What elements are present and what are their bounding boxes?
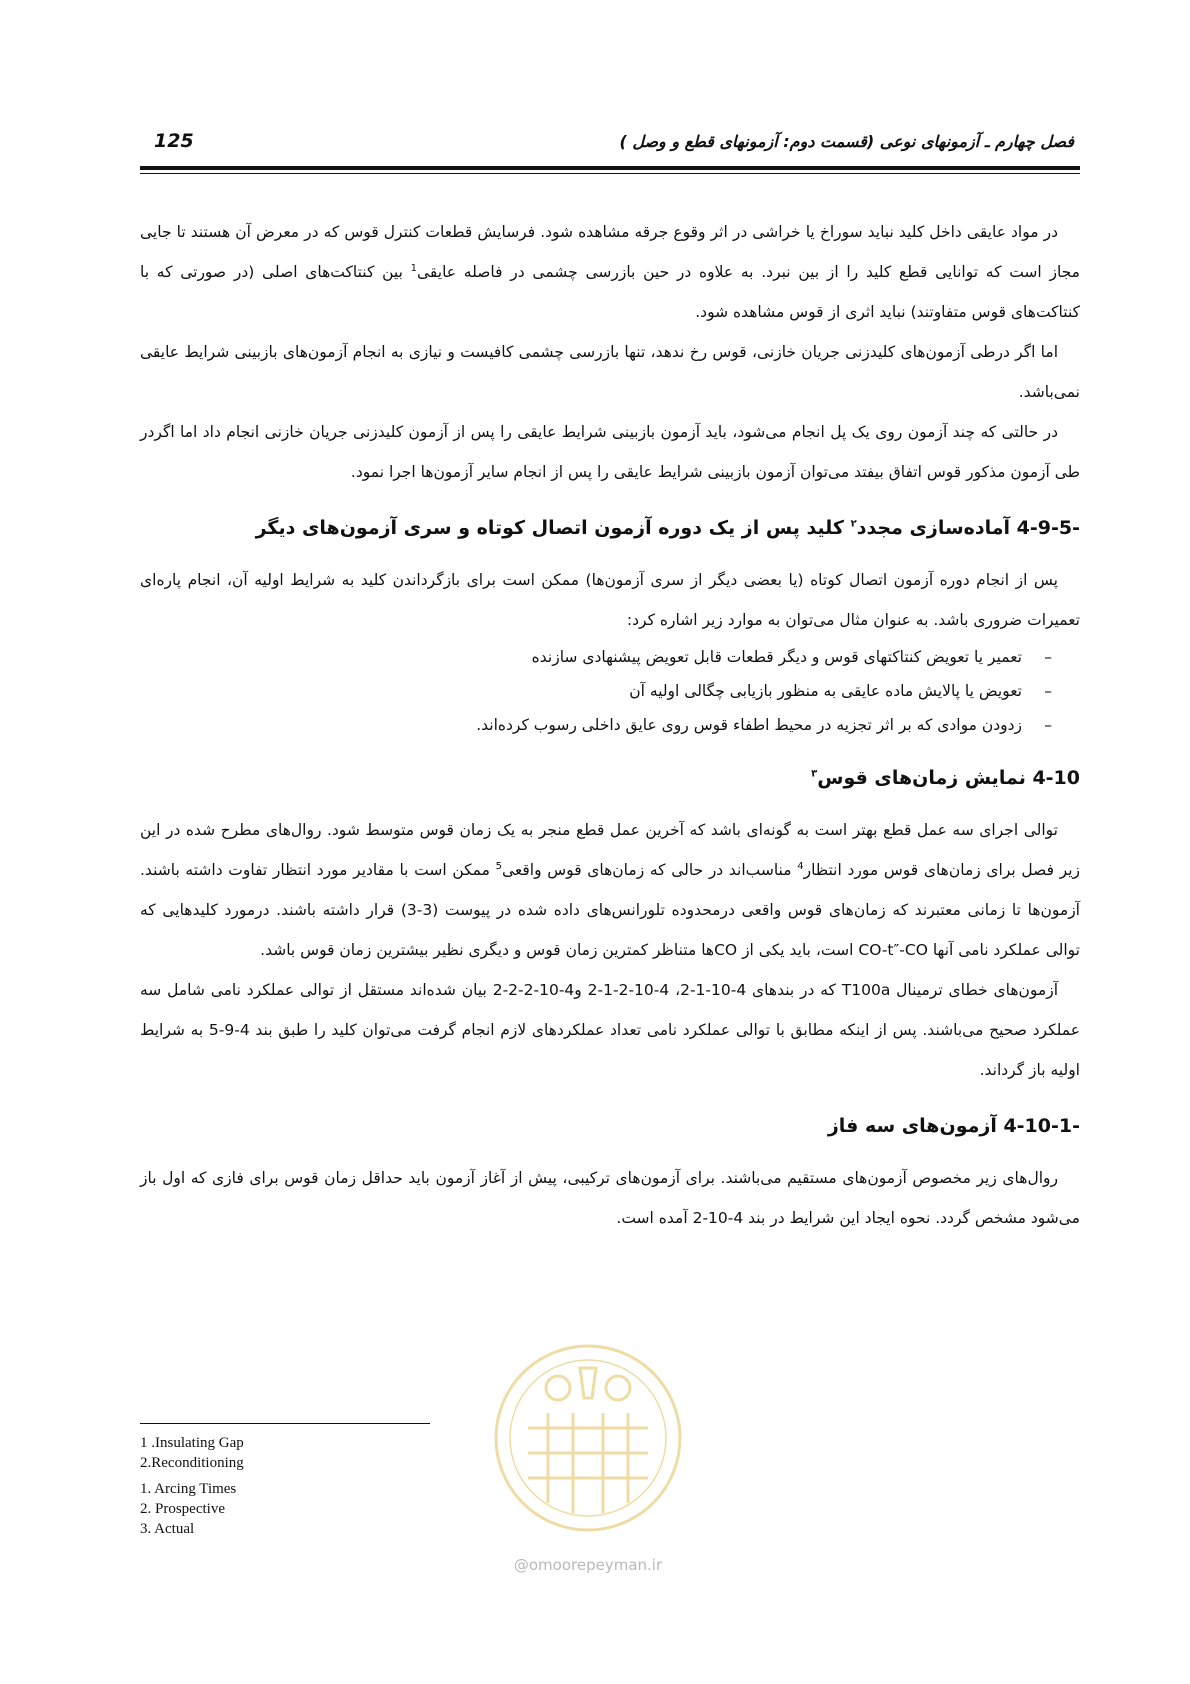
footnote-group-2 [140, 1479, 540, 1539]
section-heading-4-10: 4-10 نمایش زمان‌های قوس$^۳$ [811, 767, 1080, 789]
list-item: – تعویض یا پالایش ماده عایقی به منظور بازیابی چگالی اولیه آن [140, 674, 1080, 708]
watermark-url: @omoorepeyman.ir [513, 1556, 663, 1574]
paragraph-terminal-fault: آزمون‌های خطای ترمینال T100a که در بندهای 4-10-1-2، 4-10-2-1-2 و4-10-2-2-2 بیان شده‌اند مستقل از توالی عملکرد نامی شامل سه عملکرد صحیح می‌باشند. پس از اینکه مطابق با توالی عملکرد نامی تعداد عملکردهای لازم انجام گرفت می‌توان کلید را طبق بند 4-9-5 به شرایط اولیه باز گرداند. [140, 981, 1080, 1079]
watermark-logo-icon [488, 1328, 688, 1558]
footnote-item: 3. Actual [140, 1521, 195, 1537]
paragraph-three-phase: روال‌های زیر مخصوص آزمون‌های مستقیم می‌باشند. برای آزمون‌های ترکیبی، پیش از آغاز آزمون باید حداقل زمان قوس برای فازی که اول باز می‌شود مشخص گردد. نحوه ایجاد این شرایط در بند 4-10-2 آمده است. [140, 1169, 1080, 1227]
paragraph-reconditioning: پس از انجام دوره آزمون اتصال کوتاه (یا بعضی دیگر از سری آزمون‌ها) ممکن است برای بازگرداندن کلید به شرایط اولیه آن، انجام پاره‌ای تعمیرات ضروری باشد. به عنوان مثال می‌توان به موارد زیر اشاره کرد: [140, 571, 1080, 629]
page-number: 125 [154, 130, 194, 152]
footnote-ref: 1 [410, 262, 418, 274]
list-bullet: – [1044, 716, 1052, 734]
footnote-ref: ۳ [811, 768, 818, 780]
paragraph-intro-2: اما اگر درطی آزمون‌های کلیدزنی جریان خازنی، قوس رخ ندهد، تنها بازرسی چشمی کافیست و نیازی به انجام آزمون‌های بازبینی شرایط عایقی نمی‌باشد. [140, 343, 1080, 401]
footnotes [140, 1433, 540, 1545]
list-item: – تعمیر یا تعویض کنتاکتهای قوس و دیگر قطعات قابل تعویض پیشنهادی سازنده [140, 640, 1080, 674]
footnote-item: 2. Prospective [140, 1501, 225, 1517]
page-header [140, 128, 1080, 164]
footnote-item: 1 .Insulating Gap [140, 1435, 244, 1451]
footnote-item: 1. Arcing Times [140, 1481, 237, 1497]
footnote-rule [140, 1423, 430, 1424]
list-item: – زدودن موادی که بر اثر تجزیه در محیط اطفاء قوس روی عایق داخلی رسوب کرده‌اند. [140, 708, 1080, 742]
footnote-ref: 5 [495, 860, 502, 872]
repair-list [140, 640, 1080, 742]
paragraph-intro-3: در حالتی که چند آزمون روی یک پل انجام می‌شود، باید آزمون بازبینی شرایط عایقی را پس از آزمون کلیدزنی جریان خازنی انجام داد اما اگردر طی آزمون مذکور قوس اتفاق بیفتد می‌توان آزمون بازبینی شرایط عایقی را پس از انجام سایر آزمون‌ها اجرا نمود. [140, 423, 1080, 481]
section-heading-4-9-5: 4-9-5- آماده‌سازی مجدد$^۲$ کلید پس از یک دوره آزمون اتصال کوتاه و سری آزمون‌های دیگر [255, 517, 1080, 539]
footnote-item: 2.Reconditioning [140, 1455, 244, 1471]
list-bullet: – [1044, 648, 1052, 666]
paragraph-intro-1: در مواد عایقی داخل کلید نباید سوراخ یا خراشی در اثر وقوع جرقه مشاهده شود. فرسایش قطعات کنترل قوس که در معرض آن هستند تا جایی مجاز است که توانایی قطع کلید را از بین نبرد. به علاوه در حین بازرسی چشمی در فاصله عایقی$^1$ بین کنتاکت‌های اصلی (در صورتی که با کنتاکت‌های قوس متفاوتند) نباید اثری از قوس مشاهده شود. [140, 223, 1080, 321]
footnote-ref: 4 [797, 860, 804, 872]
list-bullet: – [1044, 682, 1052, 700]
running-title: فصل چهارم ـ آزمونهای نوعی (قسمت دوم: آزمونهای قطع و وصل ) [619, 132, 1074, 151]
header-rule-thin [140, 173, 1080, 174]
section-heading-4-10-1: 4-10-1- آزمون‌های سه فاز [827, 1115, 1080, 1137]
footnote-group-1 [140, 1433, 540, 1473]
footnote-ref: ۲ [850, 518, 857, 530]
body-text [140, 212, 1080, 1238]
header-rule-thick [140, 166, 1080, 170]
paragraph-arcing-times: توالی اجرای سه عمل قطع بهتر است به گونه‌ای باشد که آخرین عمل قطع منجر به یک زمان قوس متوسط شود. روال‌های مطرح شده در این زیر فصل برای زمان‌های قوس مورد انتظار$^4$ مناسب‌اند در حالی که زمان‌های قوس واقعی$^5$ ممکن است با مقادیر مورد انتظار تفاوت داشته باشند. آزمون‌ها تا زمانی معتبرند که زمان‌های قوس واقعی درمحدوده تلورانس‌های داده شده در پیوست (3-3) قرار داشته باشند. درمورد کلیدهایی که توالی عملکرد نامی آنها CO-t″-CO است، باید یکی از COها متناظر کمترین زمان قوس و دیگری نظیر بیشترین زمان قوس باشد. [140, 821, 1080, 959]
